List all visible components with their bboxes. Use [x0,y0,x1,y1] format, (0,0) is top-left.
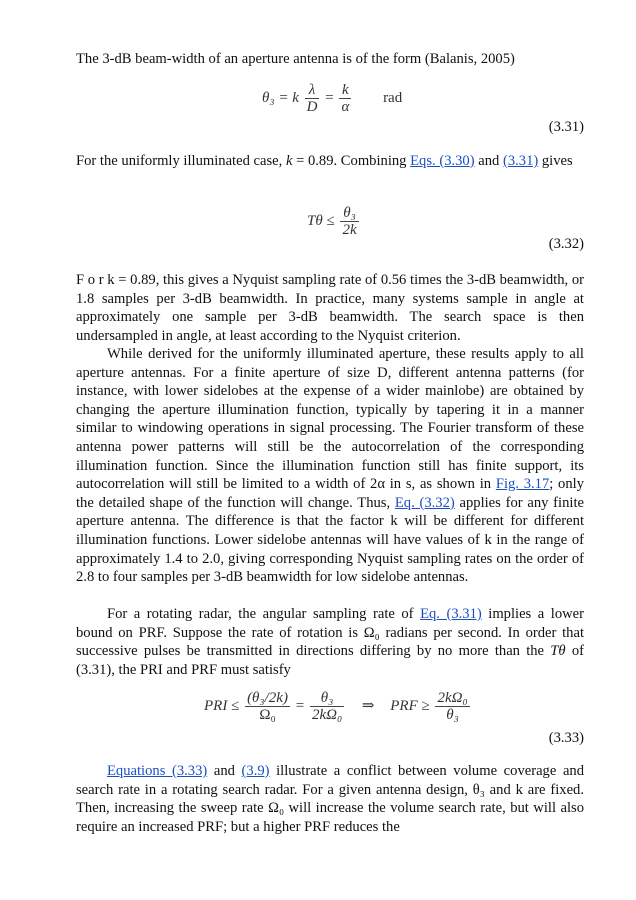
text-span: and [207,763,242,779]
text-span: implies a lower bound on PRF. Suppose the rate of rotation is Ω₀ radians per second. In order that successive pulses be transmitted in directions differing by no more than the [76,606,584,660]
paragraph-intro [76,50,584,69]
text-span: For the uniformly illuminated case, [76,153,286,169]
equation-number-3-32: (3.32) [548,236,584,252]
equation-3-32 [307,205,361,238]
fraction-denominator: Ω₀ [259,707,276,723]
text-span: gives [538,153,573,169]
eq-lhs: PRI ≤ [204,697,240,714]
text-span: ; only the detailed shape of the function will change. Thus, [76,476,585,511]
paragraph-rotating-radar [76,605,584,679]
link-eqs-3-30[interactable]: Eqs. (3.30) [410,153,475,169]
text-span: Tθ [550,643,566,660]
fraction [310,690,344,723]
fraction [305,82,320,115]
implies-arrow: ⇒ [361,697,375,714]
eq-equals: = [295,697,305,714]
equation-number-3-31: (3.31) [548,119,584,135]
eq-unit: rad [383,89,403,106]
fraction-numerator: θ₃ [340,205,358,222]
fraction-numerator: θ₃ [310,690,344,707]
fraction-numerator: (θ₃/2k) [247,690,288,706]
link-equations-3-33[interactable]: Equations (3.33) [107,763,208,779]
link-eq-3-31[interactable]: (3.31) [502,153,539,169]
eq-lhs: Tθ ≤ [307,212,335,229]
text-span: k [285,153,293,169]
text-span: For a rotating radar, the angular sampling rate of [107,606,421,622]
link-eq-3-31[interactable]: Eq. (3.31) [420,606,482,622]
paragraph-nyquist [76,271,584,345]
text-span: illustrate a conflict between volume coverage and search rate in a rotating search radar. For a given antenna design, θ₃ and k are fixed. Then, increasing the sweep rate Ω₀ will increase the volume search rate, but will also require an increased PRF; but a higher PRF reduces the [76,763,585,835]
fraction-numerator: λ [305,82,320,99]
fraction [245,690,290,723]
equation-3-31 [262,82,402,115]
fraction-denominator: α [341,99,350,115]
text-span: While derived for the uniformly illuminated aperture, these results apply to all aperture antennas. For a finite aperture of size D, different antenna patterns (for instance, with lower sidelobes at the expense of a wider mainlobe) are obtained by changing the aperture illumination function, typically by tapering it in a manner similar to windowing operations in signal processing. The Fourier transform of these antenna power patterns will still be the autocorrelation of the corresponding illumination function. Since the illumination function still has finite support, its autocorrelation will still be limited to a width of 2α in s, as shown in [76,346,584,493]
fraction-denominator: D [306,99,318,115]
equation-number-3-33: (3.33) [548,730,584,746]
fraction [340,205,358,238]
fraction-denominator: 2k [342,222,357,238]
text-span: of (3.31), the PRI and PRF must satisfy [76,643,584,678]
link-eq-3-32[interactable]: Eq. (3.32) [394,494,455,511]
fraction-denominator: θ₃ [446,707,459,723]
paragraph-aperture [76,345,584,587]
text-span: F o r k = 0.89, this gives a Nyquist sampling rate of 0.56 times the 3-dB beamwidth, or 1.8 samples per 3-dB beamwidth. In practice, many systems sample in angle at approximately one sample per 3-dB beamwidth. The search space is then undersampled in angle, at least according to the Nyquist criterion. [76,272,584,344]
link-eq-3-9[interactable]: (3.9) [241,763,270,779]
paragraph-uniform-case [76,152,584,171]
fraction-denominator: 2kΩ₀ [311,707,343,723]
equation-3-33 [204,690,472,723]
link-fig-3-17[interactable]: Fig. 3.17 [495,476,550,493]
fraction-numerator: 2kΩ₀ [437,690,468,706]
fraction [339,82,351,115]
text-span: and [474,153,503,169]
fraction [435,690,469,723]
text-span: applies for any finite aperture antenna. The difference is that the factor k will be different for different illumination functions. Lower sidelobe antennas will have values of k in the range of approximately 1.4 to 2.0, giving corresponding Nyquist sampling rates on the order of 2.8 to four samples per 3-dB beamwidth for low sidelobe antennas. [76,494,584,586]
text-span: = 0.89. Combining [292,153,411,169]
fraction-numerator: k [339,82,351,99]
eq-rhs: PRF ≥ [390,697,430,714]
eq-equals: = [325,89,334,106]
paragraph-conflict [76,762,584,836]
text-span: The 3-dB beam-width of an aperture antenna is of the form (Balanis, 2005) [76,51,515,67]
eq-lhs: θ₃ = k [262,89,299,106]
